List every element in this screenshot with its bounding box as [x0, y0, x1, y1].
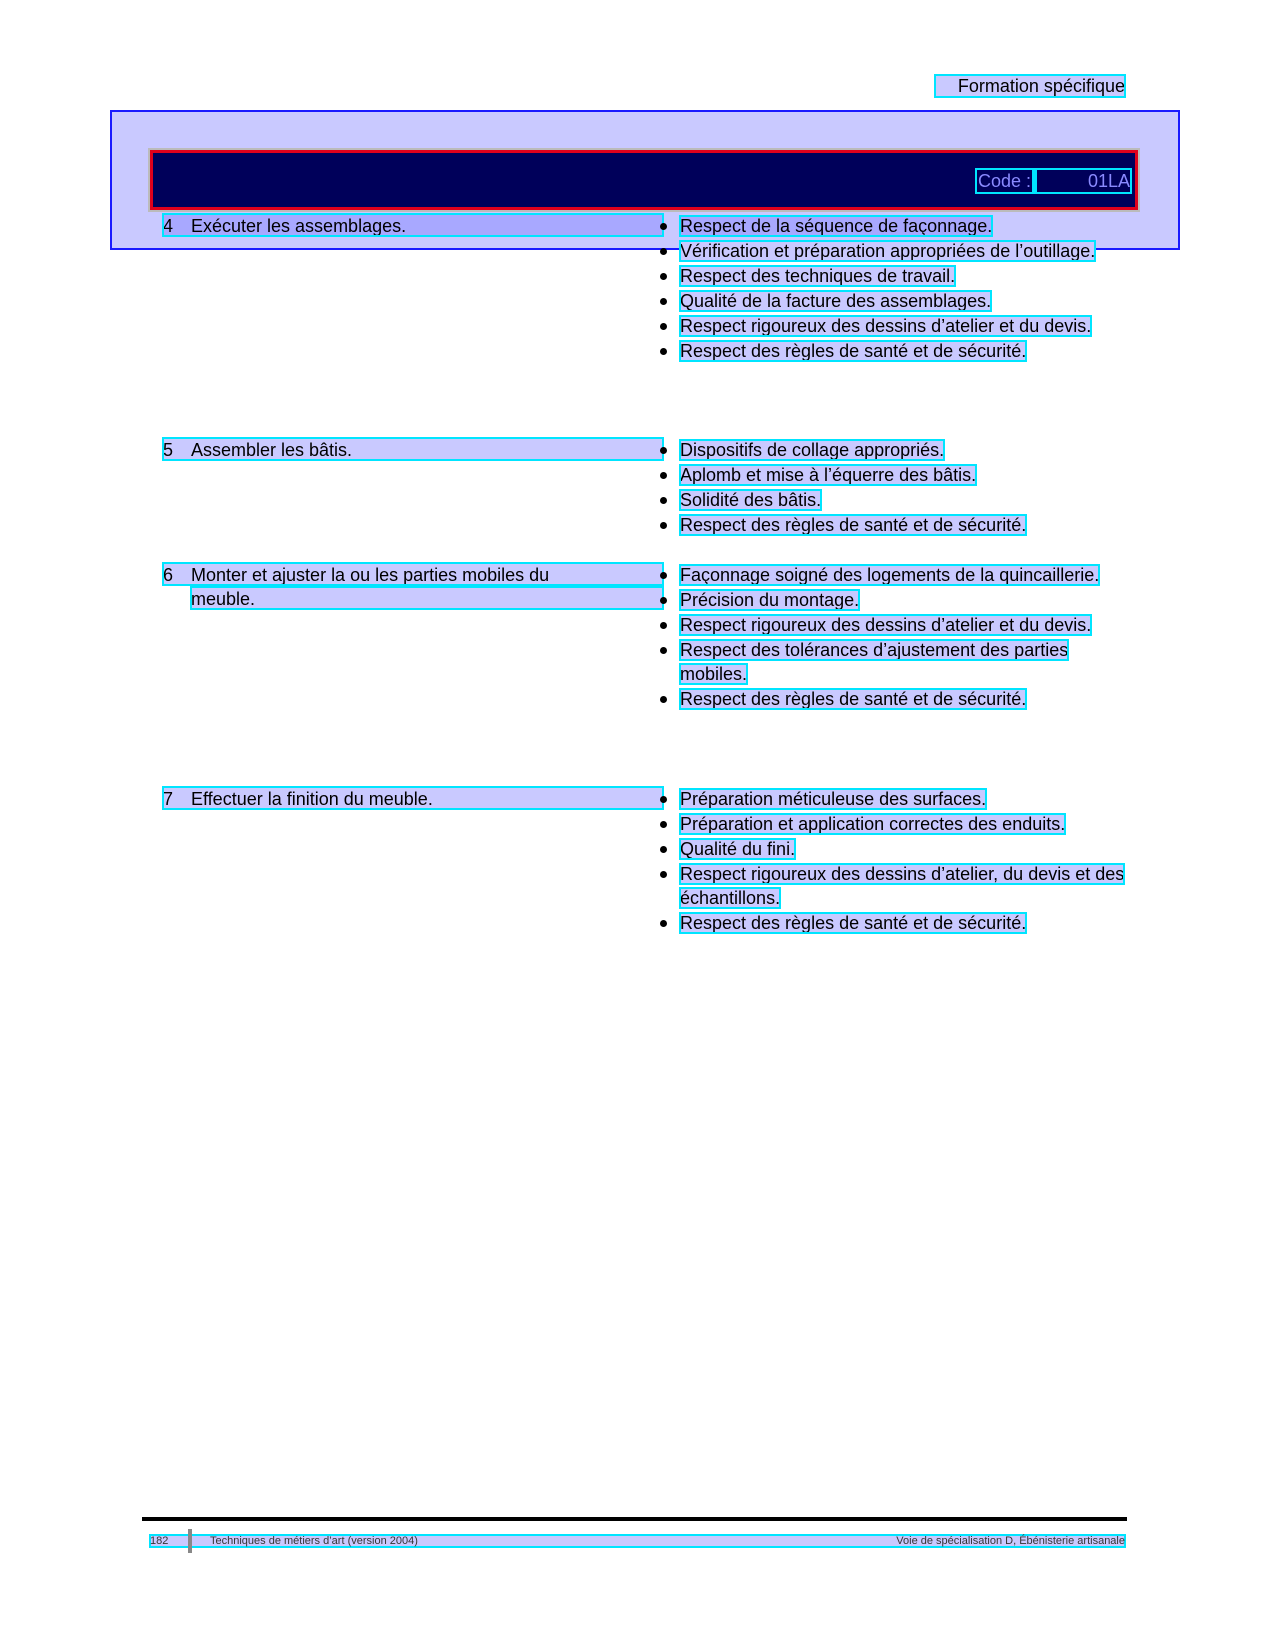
list-item: [658, 812, 1133, 836]
bullet-icon: [660, 796, 667, 803]
bullet-icon: [660, 447, 667, 454]
list-item: [658, 588, 1133, 612]
task-number: 6: [163, 565, 174, 585]
task-7: [163, 787, 663, 811]
task-number: 5: [163, 440, 174, 460]
bullet-icon: [660, 323, 667, 330]
criterion-text: Qualité du fini.: [680, 839, 796, 859]
criterion-text: Respect rigoureux des dessins d’atelier, du devis et des échantillons.: [680, 864, 1125, 908]
bullet-icon: [660, 871, 667, 878]
bullet-icon: [660, 522, 667, 529]
page-number: 182: [150, 1535, 169, 1547]
footer-rule: [142, 1517, 1127, 1521]
list-item: [658, 911, 1133, 935]
task-4: [163, 214, 663, 238]
list-item: [658, 613, 1133, 637]
criteria-list-task-7: [658, 787, 1133, 936]
bullet-icon: [660, 821, 667, 828]
bullet-icon: [660, 223, 667, 230]
list-item: [658, 438, 1133, 462]
bullet-icon: [660, 472, 667, 479]
bullet-icon: [660, 920, 667, 927]
criterion-text: Préparation et application correctes des enduits.: [680, 814, 1066, 834]
criterion-text: Respect des règles de santé et de sécurité.: [680, 515, 1027, 535]
criterion-text: Respect des techniques de travail.: [680, 266, 956, 286]
bullet-icon: [660, 572, 667, 579]
criteria-list-task-5: [658, 438, 1133, 538]
code-separator: [1035, 170, 1037, 192]
task-title: [163, 563, 663, 585]
document-title: Techniques de métiers d’art (version 2004): [210, 1535, 418, 1547]
criterion-text: Respect rigoureux des dessins d’atelier et du devis.: [680, 615, 1092, 635]
code-label: Code :: [978, 171, 1032, 191]
criterion-text: Respect de la séquence de façonnage.: [680, 216, 993, 236]
bullet-icon: [660, 846, 667, 853]
criterion-text: Respect des règles de santé et de sécurité.: [680, 913, 1027, 933]
code-value: 01LA: [1035, 170, 1130, 192]
footer-divider: [188, 1529, 192, 1553]
criterion-text: Solidité des bâtis.: [680, 490, 822, 510]
list-item: [658, 563, 1133, 587]
list-item: [658, 862, 1133, 910]
criterion-text: Vérification et préparation appropriées de l’outillage.: [680, 241, 1096, 261]
criterion-text: Dispositifs de collage appropriés.: [680, 440, 945, 460]
criteria-list-task-4: [658, 214, 1133, 364]
task-number: 7: [163, 789, 174, 809]
task-text: Assembler les bâtis.: [191, 440, 353, 460]
list-item: [658, 214, 1133, 238]
bullet-icon: [660, 248, 667, 255]
task-6: [163, 563, 663, 611]
list-item: [658, 264, 1133, 288]
criteria-list-task-6: [658, 563, 1133, 712]
list-item: [658, 463, 1133, 487]
task-text: Effectuer la finition du meuble.: [191, 789, 433, 809]
list-item: [658, 513, 1133, 537]
section-title: Formation spécifique: [935, 75, 1125, 97]
criterion-text: Préparation méticuleuse des surfaces.: [680, 789, 987, 809]
bullet-icon: [660, 497, 667, 504]
specialization-label: Voie de spécialisation D, Ébénisterie artisanale: [896, 1535, 1125, 1547]
criterion-text: Précision du montage.: [680, 590, 860, 610]
bullet-icon: [660, 298, 667, 305]
task-title: [163, 438, 663, 460]
task-text: Monter et ajuster la ou les parties mobiles du: [191, 565, 550, 585]
criterion-text: Respect des règles de santé et de sécurité.: [680, 341, 1027, 361]
criterion-text: Respect des règles de santé et de sécurité.: [680, 689, 1027, 709]
task-text: Exécuter les assemblages.: [191, 216, 407, 236]
criterion-text: Respect des tolérances d’ajustement des parties mobiles.: [680, 640, 1069, 684]
page-footer: [150, 1535, 1125, 1547]
criterion-text: Aplomb et mise à l’équerre des bâtis.: [680, 465, 977, 485]
bullet-icon: [660, 647, 667, 654]
list-item: [658, 239, 1133, 263]
list-item: [658, 289, 1133, 313]
criterion-text: Façonnage soigné des logements de la quincaillerie.: [680, 565, 1100, 585]
list-item: [658, 837, 1133, 861]
bullet-icon: [660, 622, 667, 629]
bullet-icon: [660, 273, 667, 280]
list-item: [658, 638, 1133, 686]
list-item: [658, 314, 1133, 338]
task-title: [163, 787, 663, 809]
task-text-continued: meuble.: [191, 587, 663, 609]
list-item: [658, 787, 1133, 811]
task-number: 4: [163, 216, 174, 236]
list-item: [658, 488, 1133, 512]
list-item: [658, 339, 1133, 363]
bullet-icon: [660, 348, 667, 355]
task-title: [163, 214, 663, 236]
criterion-text: Respect rigoureux des dessins d’atelier et du devis.: [680, 316, 1092, 336]
bullet-icon: [660, 696, 667, 703]
task-5: [163, 438, 663, 462]
list-item: [658, 687, 1133, 711]
criterion-text: Qualité de la facture des assemblages.: [680, 291, 992, 311]
bullet-icon: [660, 597, 667, 604]
